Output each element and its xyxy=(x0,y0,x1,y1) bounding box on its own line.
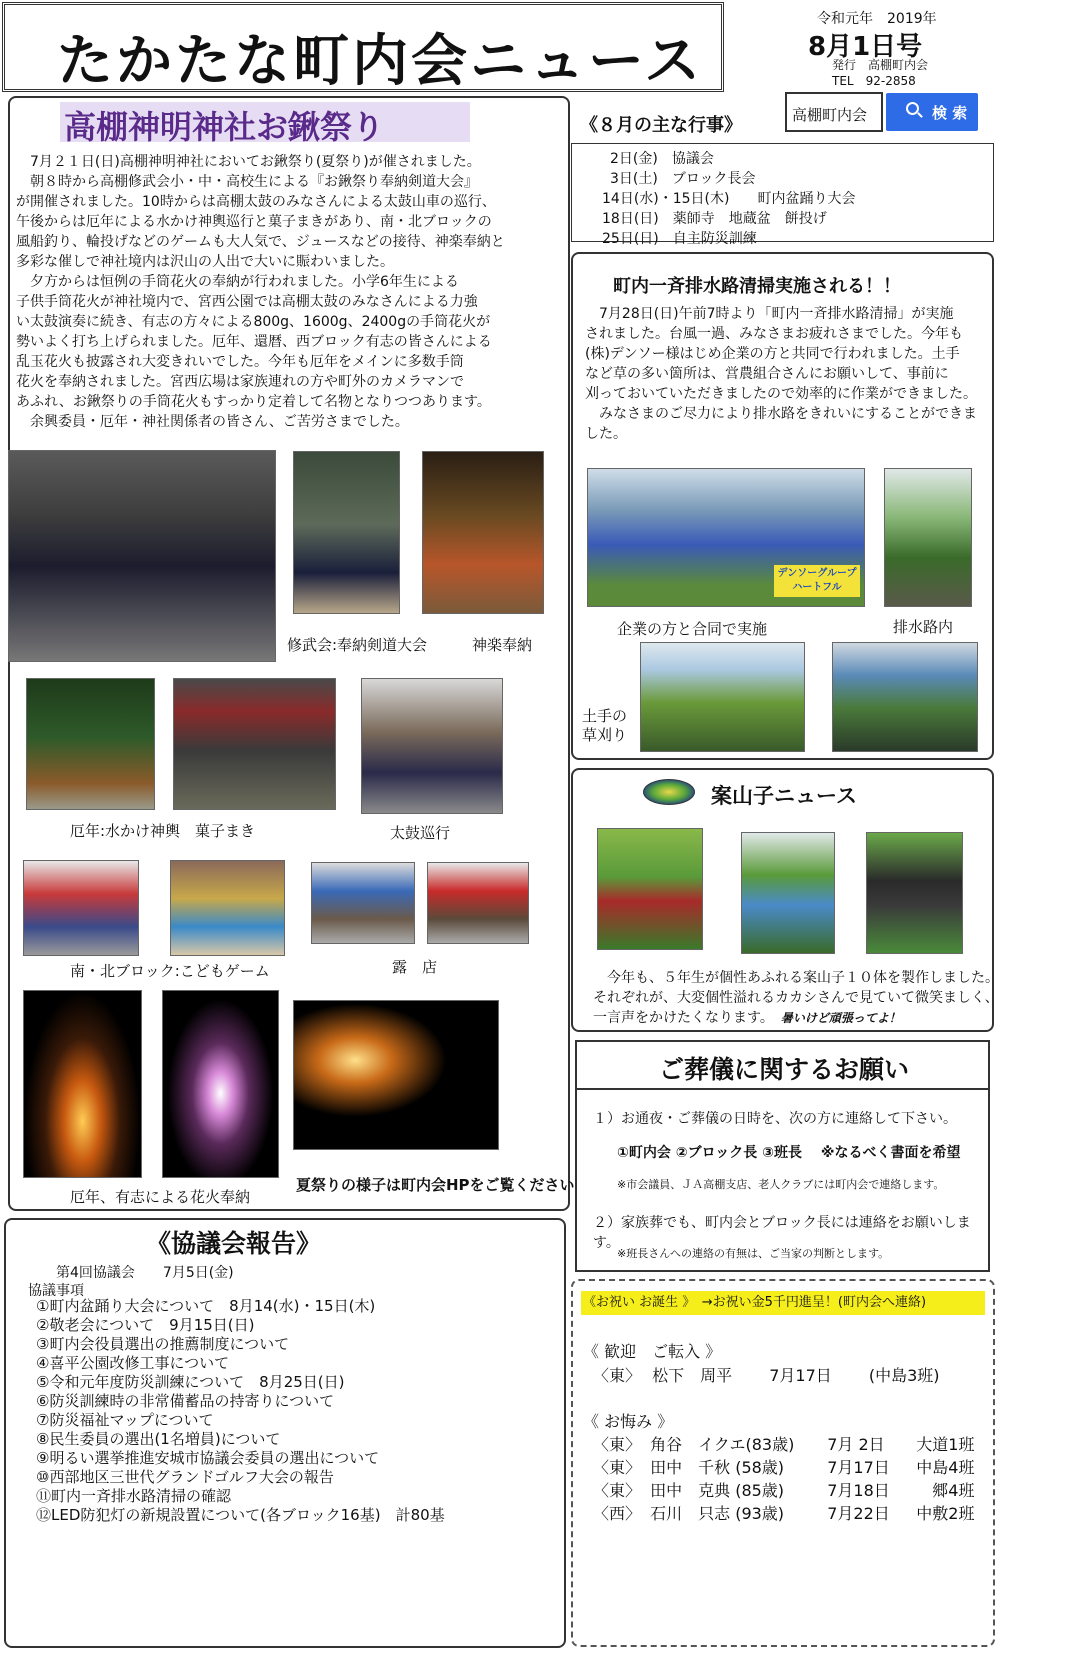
drain-line: した。 xyxy=(585,426,627,442)
telephone: TEL 92-2858 xyxy=(832,74,916,88)
festival-line: い太鼓演奏に続き、有志の方々による800g、1600g、2400gの手筒花火が xyxy=(16,314,491,330)
events-title: 《８月の主な行事》 xyxy=(580,115,742,136)
scarecrow-title: 案山子ニュース xyxy=(711,784,857,808)
fireworks-photo-3 xyxy=(293,1000,499,1150)
funeral-title: ご葬儀に関するお願い xyxy=(659,1055,910,1084)
kagura-photo xyxy=(422,451,544,614)
stall-photo-1 xyxy=(311,862,415,944)
funeral-notice xyxy=(575,1040,990,1272)
publisher: 発行 高棚町内会 xyxy=(832,58,929,72)
funeral-line-2: ①町内会 ②ブロック長 ③班長 ※なるべく書面を希望 xyxy=(617,1145,961,1161)
welcome-title: 《 歓迎 ご転入 》 xyxy=(583,1342,722,1361)
council-item: ①町内盆踊り大会について 8月14(水)・15日(木) xyxy=(36,1297,376,1315)
yakudoshi-caption: 厄年:水かけ神輿 菓子まき xyxy=(70,822,256,840)
council-item: ⑤令和元年度防災訓練について 8月25日(日) xyxy=(36,1373,345,1391)
bank-caption-2: 草刈り xyxy=(582,726,628,744)
drain-line: など草の多い箇所は、営農組合さんにお願いして、事前に xyxy=(585,366,949,382)
games-caption: 南・北ブロック:こどもゲーム xyxy=(70,962,270,980)
kagura-caption: 神楽奉納 xyxy=(472,636,533,654)
festival-line: 7月２１日(日)高棚神明神社においてお鍬祭り(夏祭り)が催されました。 xyxy=(16,154,481,170)
council-item: ③町内会役員選出の推薦制度について xyxy=(36,1335,290,1353)
funeral-line-3: ※市会議員、ＪＡ高棚支店、老人クラブには町内会で連絡します。 xyxy=(617,1178,945,1191)
council-meeting: 第4回協議会 7月5日(金) xyxy=(56,1265,234,1281)
website-note: 夏祭りの様子は町内会HPをご覧ください xyxy=(296,1176,575,1194)
scarecrow-photo-1 xyxy=(597,828,703,950)
drain-line: (株)デンソー様はじめ企業の方と共同で行われました。土手 xyxy=(585,346,960,362)
search-icon-handle xyxy=(917,112,923,118)
scarecrow-note: 暑いけど頑張ってよ！ xyxy=(780,1011,901,1025)
drain-title: 町内一斉排水路清掃実施される！！ xyxy=(613,276,901,297)
scarecrow-line: それぞれが、大変個性溢れるカカシさんで見ていて微笑ましく、 xyxy=(593,990,999,1006)
festival-line: 多彩な催しで神社境内は沢山の人出で大いに賑わいました。 xyxy=(16,254,394,270)
funeral-line-1: １）お通夜・ご葬儀の日時を、次の方に連絡して下さい。 xyxy=(593,1111,957,1127)
festival-line: あふれ、お鍬祭りの手筒花火もすっかり定着して名物となりつつあります。 xyxy=(16,394,491,410)
fireworks-caption: 厄年、有志による花火奉納 xyxy=(70,1188,251,1206)
kendo-group-photo xyxy=(8,450,276,662)
council-item: ⑦防災福祉マップについて xyxy=(36,1411,214,1429)
fireworks-photo-1 xyxy=(23,990,142,1178)
kendo-caption: 修武会:奉納剣道大会 xyxy=(287,636,428,654)
festival-line: 夕方からは恒例の手筒花火の奉納が行われました。小学6年生による xyxy=(16,274,459,290)
scarecrow-logo-icon xyxy=(643,779,695,805)
council-item: ⑪町内一斉排水路清掃の確認 xyxy=(36,1487,232,1505)
denso-sign: デンソーグループ ハートフル xyxy=(774,565,860,597)
kendo-match-photo xyxy=(293,451,400,614)
festival-line: 午後からは厄年による水かけ神輿巡行と菓子まきがあり、南・北ブロックの xyxy=(16,214,492,230)
condolence-title: 《 お悔み 》 xyxy=(583,1412,674,1431)
festival-line: 朝８時から高棚修武会小・中・高校生による『お鍬祭り奉納剣道大会』 xyxy=(16,174,478,190)
stalls-caption: 露 店 xyxy=(392,958,438,976)
drain-inside-photo xyxy=(884,468,972,607)
event-item: 14日(水)・15日(木) 町内盆踊り大会 xyxy=(602,191,856,207)
condolence-row: 〈東〉 田中 千秋 (58歳) 7月17日 中島4班 xyxy=(593,1458,975,1477)
stall-photo-2 xyxy=(427,862,529,944)
council-item: ⑧民生委員の選出(1名増員)について xyxy=(36,1430,281,1448)
birth-banner: 《お祝い お誕生 》 →お祝い金5千円進呈！(町内会へ連絡) xyxy=(581,1291,985,1315)
council-title: 《協議会報告》 xyxy=(146,1229,322,1258)
scarecrow-line: 今年も、５年生が個性あふれる案山子１０体を製作しました。 xyxy=(593,970,999,986)
search-input[interactable]: 高棚町内会 xyxy=(792,106,868,124)
newsletter-title: たかたな町内会ニュース xyxy=(57,29,704,94)
condolence-row: 〈西〉 石川 只志 (93歳) 7月22日 中敷2班 xyxy=(593,1504,975,1523)
family-news xyxy=(571,1279,995,1647)
festival-title: 高棚神明神社お鍬祭り xyxy=(60,102,470,142)
search-button[interactable]: 検 索 xyxy=(886,93,978,131)
company-caption: 企業の方と合同で実施 xyxy=(617,620,768,638)
festival-line: 乱玉花火も披露され大変きれいでした。今年も厄年をメインに多数手筒 xyxy=(16,354,464,370)
funeral-line-5: ※班長さんへの連絡の有無は、ご当家の判断とします。 xyxy=(617,1247,890,1260)
mikoshi-photo xyxy=(26,678,155,810)
event-item: 18日(日) 薬師寺 地蔵盆 餅投げ xyxy=(602,211,827,227)
scarecrow-photo-2 xyxy=(741,832,835,954)
festival-body xyxy=(16,152,568,432)
festival-line: が開催されました。10時からは高棚太鼓のみなさんによる太鼓山車の巡行、 xyxy=(16,194,496,210)
funeral-line-4: ２）家族葬でも、町内会とブロック長には連絡をお願いします。 xyxy=(593,1215,971,1251)
drain-line: 7月28日(日)午前7時より「町内一斉排水路清掃」が実施 xyxy=(585,306,954,322)
bank-mowing-photo xyxy=(640,642,805,752)
council-item: ⑨明るい選挙推進安城市協議会委員の選出について xyxy=(36,1449,380,1467)
drain-line: されました。台風一過、みなさまお疲れさまでした。今年も xyxy=(585,326,963,342)
games-photo-2 xyxy=(170,860,285,956)
council-item: ②敬老会について 9月15日(日) xyxy=(36,1316,255,1334)
masthead xyxy=(2,2,724,92)
fireworks-photo-2 xyxy=(162,990,279,1178)
taiko-caption: 太鼓巡行 xyxy=(390,824,451,842)
candy-toss-photo xyxy=(173,678,336,810)
events-box xyxy=(571,143,994,247)
council-report xyxy=(4,1218,566,1648)
festival-line: 花火を奉納されました。宮西広場は家族連れの方や町外のカメラマンで xyxy=(16,374,464,390)
inside-caption: 排水路内 xyxy=(893,618,954,636)
festival-line: 余興委員・厄年・神社関係者の皆さん、ご苦労さまでした。 xyxy=(16,414,409,430)
drain-group-photo xyxy=(587,468,865,607)
council-item: ⑩西部地区三世代グランドゴルフ大会の報告 xyxy=(36,1468,334,1486)
issue-date: 8月1日号 xyxy=(808,32,923,62)
scarecrow-line: 一言声をかけたくなります。 xyxy=(593,1010,767,1026)
event-item: 25日(日) 自主防災訓練 xyxy=(602,231,757,247)
event-item: 2日(金) 協議会 xyxy=(610,151,714,167)
scarecrow-photo-3 xyxy=(866,832,963,954)
drain-line: 刈っておいていただきましたので効率的に作業ができました。 xyxy=(585,386,977,402)
council-item: ⑫LED防犯灯の新規設置について(各ブロック16基) 計80基 xyxy=(36,1506,445,1524)
condolence-row: 〈東〉 田中 克典 (85歳) 7月18日 郷4班 xyxy=(593,1481,975,1500)
festival-line: 勢いよく打ち上げられました。厄年、還暦、西ブロック有志の皆さんによる xyxy=(16,334,492,350)
search-box[interactable] xyxy=(785,92,883,132)
era-date: 令和元年 2019年 xyxy=(817,11,937,27)
condolence-row: 〈東〉 角谷 イクエ(83歳) 7月 2日 大道1班 xyxy=(593,1435,975,1454)
event-item: 3日(土) ブロック長会 xyxy=(610,171,756,187)
festival-line: 風船釣り、輪投げなどのゲームも大人気で、ジュースなどの接待、神楽奉納と xyxy=(16,234,505,250)
council-item: ④喜平公園改修工事について xyxy=(36,1354,230,1372)
festival-line: 子供手筒花火が神社境内で、宮西公園では高棚太鼓のみなさんによる力強 xyxy=(16,294,478,310)
games-photo-1 xyxy=(23,860,139,956)
council-item: ⑥防災訓練時の非常備蓄品の持寄りについて xyxy=(36,1392,335,1410)
welcome-row: 〈東〉 松下 周平 7月17日 (中島3班) xyxy=(593,1366,940,1385)
funeral-title-bar xyxy=(577,1042,988,1090)
bank-caption-1: 土手の xyxy=(582,707,628,725)
drain-line: みなさまのご尽力により排水路をきれいにすることができま xyxy=(585,406,977,422)
taiko-parade-photo xyxy=(361,678,503,814)
council-heading: 協議事項 xyxy=(28,1283,84,1299)
drain-work-photo xyxy=(832,642,978,752)
